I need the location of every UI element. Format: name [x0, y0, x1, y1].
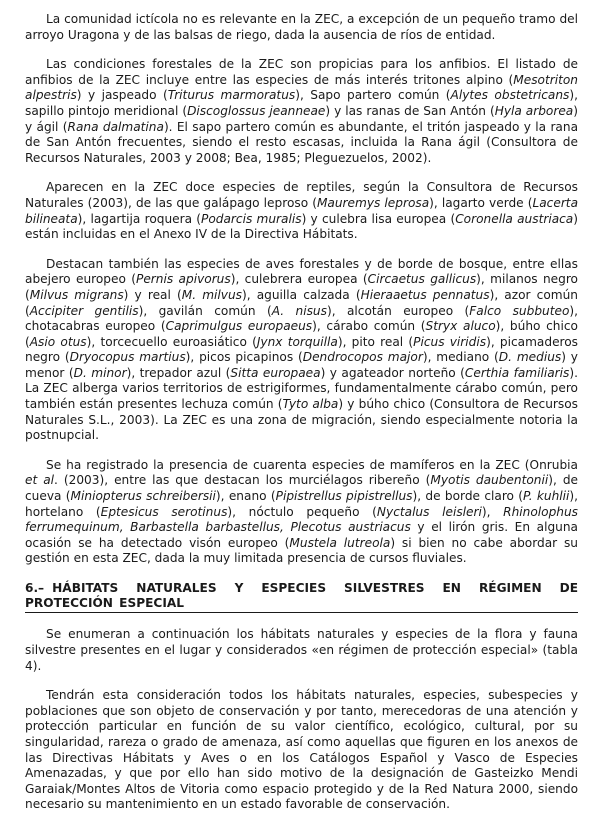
text-run: ) y jaspeado ( — [76, 88, 168, 103]
text-run: ) y menor ( — [25, 350, 578, 380]
text-run: Destacan también las especies de aves forestales y de borde de bosque, entre ellas abejero europeo ( — [25, 256, 578, 287]
text-run: ), — [481, 504, 504, 519]
species-name: Pernis apivorus — [136, 272, 231, 287]
species-name: A. nisus — [271, 303, 327, 318]
species-name: Mauremys leprosa — [316, 195, 430, 210]
species-name: Tyto alba — [282, 397, 339, 412]
text-run: ), azor común ( — [25, 287, 578, 318]
text-run: ), lagarto verde ( — [429, 195, 533, 210]
text-run: ), sapillo pintojo meridional ( — [25, 88, 578, 118]
species-name: Mesotriton alpestris — [25, 72, 578, 103]
text-run: ), lagartija roquera ( — [77, 211, 202, 226]
section-heading — [25, 581, 578, 613]
species-name: Sitta europaea — [230, 365, 321, 380]
species-name: Circaetus gallicus — [367, 272, 477, 287]
species-name: Eptesicus serotinus — [100, 504, 228, 519]
text-run: . (2003), entre las que destacan los murciélagos ribereño ( — [54, 473, 431, 488]
species-name: Miniopterus schreibersii — [70, 489, 216, 504]
species-name: Hyla arborea — [494, 103, 574, 118]
text-run: ), alcotán europeo ( — [326, 303, 470, 318]
text-run: ), búho chico ( — [25, 319, 578, 349]
paragraph-reptiles — [25, 180, 578, 242]
text-run: ), picamaderos negro ( — [25, 334, 579, 365]
species-name: Discoglossus jeanneae — [187, 103, 326, 118]
species-name: Caprimulgus europaeus — [165, 319, 313, 334]
text-run: ) y agateador norteño ( — [320, 365, 465, 380]
species-name: Accipiter gentilis — [29, 303, 139, 318]
species-name: Asio otus — [29, 334, 87, 349]
species-name: et al — [25, 473, 55, 488]
species-name: Rhinolophus ferrumequinum, Barbastella barbastellus, Plecotus austriacus — [25, 504, 578, 535]
species-name: D. minor — [73, 365, 127, 380]
text-run: ), culebrera europea ( — [230, 272, 368, 287]
text-run: ), chotacabras europeo ( — [25, 303, 578, 334]
section-number: 6.– — [25, 581, 45, 595]
species-name: Hieraaetus pennatus — [360, 287, 490, 302]
species-name: M. milvus — [181, 287, 242, 302]
text-run: ) y ágil ( — [25, 103, 578, 134]
text-run: ), aguilla calzada ( — [241, 287, 361, 302]
species-name: Rana dalmatina — [67, 119, 164, 134]
species-name: Falco subbuteo — [469, 303, 570, 318]
species-name: D. medius — [498, 350, 562, 365]
species-name: Lacerta bilineata — [25, 195, 579, 226]
text-run: ), gavilán común ( — [138, 303, 272, 318]
paragraph-mammals — [25, 458, 578, 567]
text-run: Se ha registrado la presencia de cuarenta especies de mamíferos en la ZEC (Onrubia — [46, 457, 578, 472]
species-name: Dendrocopos major — [302, 350, 423, 365]
text-run: ), cárabo común ( — [312, 319, 426, 334]
species-name: Stryx aluco — [425, 319, 496, 334]
paragraph-amphibians — [25, 57, 578, 166]
text-run: y el lirón gris. En alguna ocasión se ha detectado visón europeo ( — [25, 520, 578, 550]
text-run: ) y búho chico (Consultora de Recursos Naturales S.L., 2003). La ZEC es una zona de migración, siendo especialmente notoria la postnupcial. — [25, 397, 578, 443]
species-name: Dryocopus martius — [69, 350, 186, 365]
text-run: ). El sapo partero común es abundante, el tritón jaspeado y la rana de San Antón frecuentes, siendo el resto escasas, incluida la Rana ágil (Consultora de Recursos Naturales, 2003 y 2008; Bea, 1985; Pleguezuelos, 2002). — [25, 119, 579, 165]
species-name: Myotis daubentonii — [430, 473, 549, 488]
text-run: Se enumeran a continuación los hábitats naturales y especies de la flora y fauna silvestre presentes en el lugar y considerados «en régimen de protección especial» (tabla 4). — [25, 627, 578, 673]
species-name: P. kuhlii — [523, 489, 570, 504]
text-run: ), pito real ( — [337, 334, 414, 349]
species-name: Triturus marmoratus — [167, 88, 296, 103]
species-name: Pipistrellus pipistrellus — [275, 489, 413, 504]
paragraph-consideration — [25, 688, 578, 813]
text-run: ), Sapo partero común ( — [295, 88, 451, 103]
text-run: Las condiciones forestales de la ZEC son propicias para los anfibios. El listado de anfibios de la ZEC incluye entre las especies de más interés tritones alpino ( — [25, 57, 578, 87]
species-name: Coronella austriaca — [455, 211, 574, 226]
species-name: Picus viridis — [413, 334, 487, 349]
text-run: ) y culebra lisa europea ( — [301, 211, 456, 226]
section-title: HÁBITATS NATURALES Y ESPECIES SILVESTRES EN RÉGIMEN DE PROTECCIÓN ESPECIAL — [25, 581, 578, 611]
text-run: Tendrán esta consideración todos los hábitats naturales, especies, subespecies y poblaciones que son objeto de conservación y por tanto, merecedoras de una atención y protección particular en función de su valor científico, ecológico, cultural, por su singularidad, rareza o grado de amenaza, así como aquellas que figuren en los anexos de las Directivas Hábitats y Aves o en los Catálogos Español y Vasco de Especies Amenazadas, y que por ello han sido motivo de la designación de Gasteizko Mendi Garaiak/Montes Altos de Vitoria como espacio protegido y de la Red Natura 2000, siendo necesario su mantenimiento en un estado favorable de conservación. — [25, 688, 578, 812]
paragraph-enumeration — [25, 627, 578, 674]
species-name: Nyctalus leisleri — [376, 504, 482, 519]
text-run: ), trepador azul ( — [126, 365, 231, 380]
paragraph-birds — [25, 257, 578, 444]
text-run: ), hortelano ( — [25, 489, 579, 519]
text-run: ) si bien no cabe abordar su gestión en esta ZEC, dada la muy limitada presencia de cursos fluviales. — [25, 535, 578, 566]
text-run: ), torcecuello euroasiático ( — [86, 334, 257, 349]
text-run: ) y las ranas de San Antón ( — [325, 103, 495, 118]
text-run: ) están incluidas en el Anexo IV de la Directiva Hábitats. — [25, 211, 579, 242]
text-run: ). La ZEC alberga varios territorios de estrigiformes, fundamentalmente cárabo común, pero también están presentes lechuza común ( — [25, 365, 578, 412]
text-run: ) y real ( — [123, 287, 182, 302]
text-run: ), mediano ( — [422, 350, 499, 365]
text-run: ), de cueva ( — [25, 473, 578, 504]
text-run: Aparecen en la ZEC doce especies de reptiles, según la Consultora de Recursos Naturales (2003), de las que galápago leproso ( — [25, 180, 578, 210]
text-run: ), nóctulo pequeño ( — [227, 504, 377, 519]
text-run: La comunidad ictícola no es relevante en la ZEC, a excepción de un pequeño tramo del arroyo Uragona y de las balsas de riego, dada la ausencia de ríos de entidad. — [25, 12, 578, 42]
text-run: ), enano ( — [215, 489, 276, 504]
text-run: ), picos picapinos ( — [185, 350, 303, 365]
species-name: Certhia familiaris — [464, 365, 570, 380]
species-name: Alytes obstetricans — [450, 88, 570, 103]
species-name: Mustela lutreola — [289, 535, 391, 550]
species-name: Milvus migrans — [29, 287, 124, 302]
paragraph-fish — [25, 12, 578, 43]
species-name: Podarcis muralis — [201, 211, 302, 226]
text-run: ), milanos negro ( — [25, 272, 578, 302]
species-name: Jynx torquilla — [256, 334, 338, 349]
text-run: ), de borde claro ( — [412, 489, 524, 504]
